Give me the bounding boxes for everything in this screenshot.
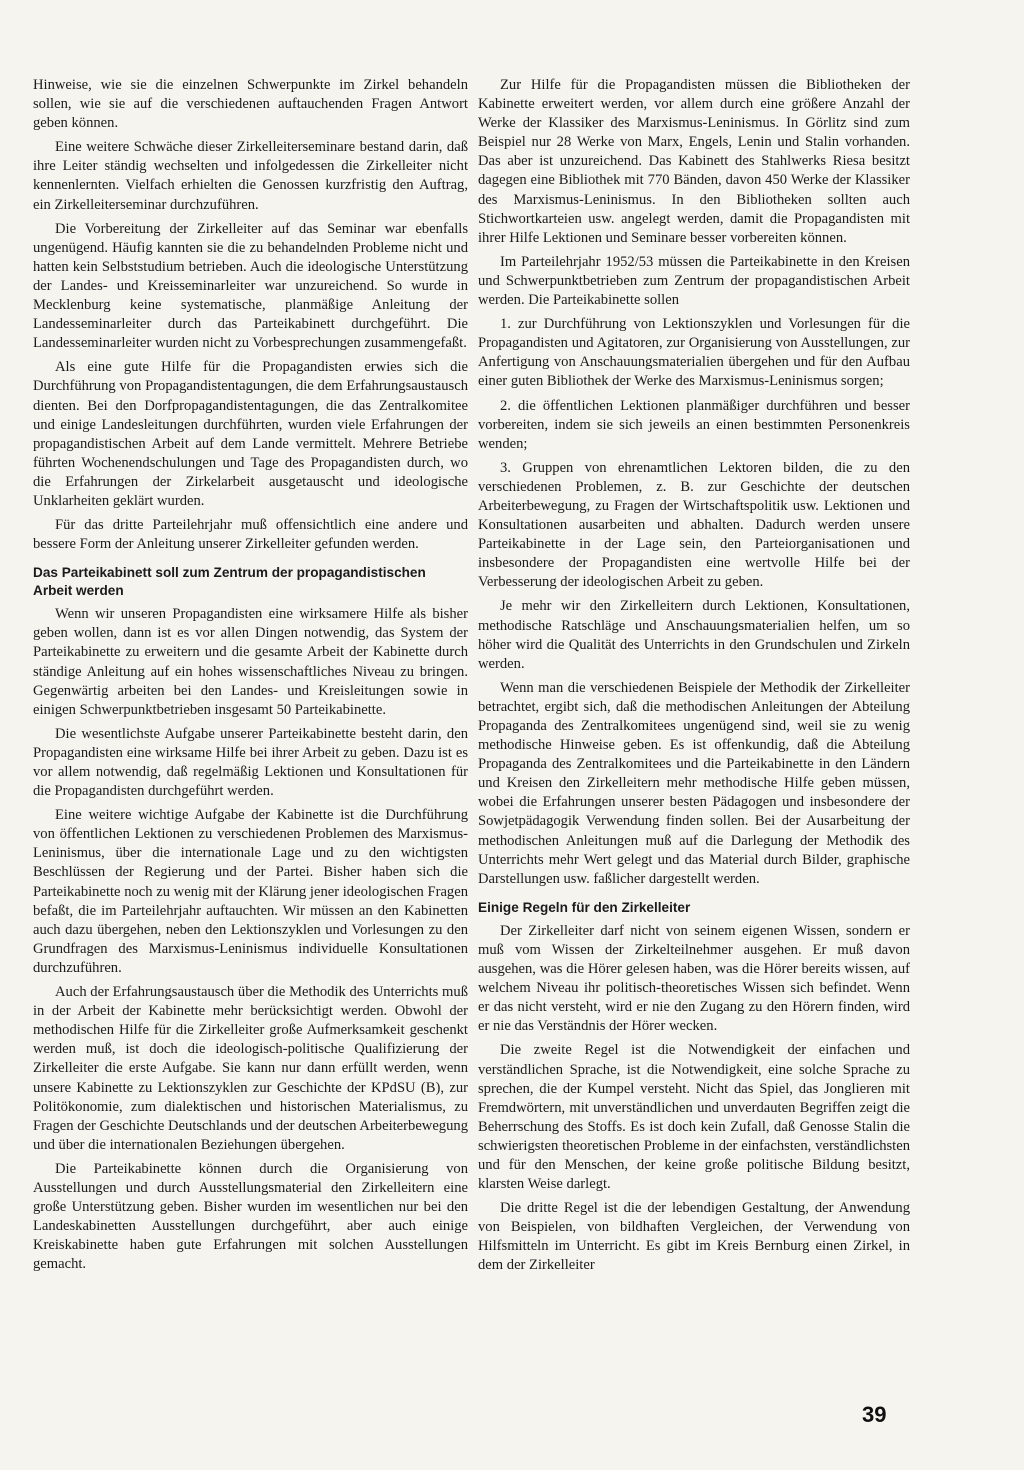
paragraph: Je mehr wir den Zirkelleitern durch Lektionen, Konsultationen, methodische Ratschläge und Anschauungsmaterialien helfen, um so höher wird die Qualität des Unterrichts in den Grundschulen und Zirkeln werden. — [478, 598, 910, 672]
paragraph: Die wesentlichste Aufgabe unserer Parteikabinette besteht darin, den Propagandisten eine wirksame Hilfe bei ihrer Arbeit zu geben. Dazu ist es vor allem notwendig, daß regelmäßig Lektionen und Konsultationen für die Propagandisten durchgeführt werden. — [33, 725, 468, 800]
right-column — [478, 76, 910, 1281]
paragraph: Im Parteilehrjahr 1952/53 müssen die Parteikabinette in den Kreisen und Schwerpunktbetrieben zum Zentrum der propagandistischen Arbeit werden. Die Parteikabinette sollen — [478, 253, 910, 309]
paragraph: Die dritte Regel ist die der lebendigen Gestaltung, der Anwendung von Beispielen, von bildhaften Vergleichen, der Verwendung von Hilfsmitteln im Unterricht. Es gibt im Kreis Bernburg einen Zirkel, in dem der Zirkelleiter — [478, 1200, 910, 1274]
paragraph: Die Parteikabinette können durch die Organisierung von Ausstellungen und durch Ausstellungsmaterial den Zirkelleitern eine große Unterstützung geben. Bisher wurden im wesentlichen nur bei den Landeskabinetten Ausstellungen durchgeführt, aber auch einige Kreiskabinette haben gute Erfahrungen mit solchen Ausstellungen gemacht. — [33, 1160, 468, 1273]
paragraph: Eine weitere wichtige Aufgabe der Kabinette ist die Durchführung von öffentlichen Lektionen zu verschiedenen Problemen des Marxismus-Leninismus, über die internationale Lage und zu den wichtigsten Beschlüssen der Regierung und der Partei. Bisher haben sich die Parteikabinette noch zu wenig mit der Klärung jener ideologischen Fragen befaßt, die im Parteilehrjahr auftauchten. Wir müssen an den Kabinetten auch dazu übergehen, neben den Lektionszyklen und Vorlesungen zu den Grundfragen des Marxismus-Leninismus individuelle Konsultationen durchzuführen. — [33, 807, 468, 976]
paragraph: Der Zirkelleiter darf nicht von seinem eigenen Wissen, sondern er muß vom Wissen der Zirkelteilnehmer ausgehen. Er muß davon ausgehen, was die Hörer gelesen haben, was die Hörer bereits wissen, auf welchem Niveau ihr politisch-theoretisches Wissen sich befindet. Wenn er das nicht versteht, wird er nie den Zugang zu den Hörern finden, wird er nie das Verständnis der Hörer wecken. — [478, 922, 910, 1035]
section-heading: Das Parteikabinett soll zum Zentrum der propagandistischen Arbeit werden — [33, 565, 426, 599]
paragraph: Als eine gute Hilfe für die Propagandisten erwies sich die Durchführung von Propagandistentagungen, die dem Erfahrungsaustausch dienten. Bei den Dorfpropagandistentagungen, die das Zentralkomitee und einige Landesleitungen durchführten, wurden viele Erfahrungen der propagandistischen Arbeit auf dem Lande vermittelt. Mehrere Betriebe führten Wochenendschulungen und Tage des Propagandisten durch, wo die Erfahrungen der Zirkelarbeit ausgetauscht und ideologische Unklarheiten geklärt wurden. — [33, 359, 468, 509]
paragraph: Hinweise, wie sie die einzelnen Schwerpunkte im Zirkel behandeln sollen, wie sie auf die verschiedenen auftauchenden Fragen Antwort geben können. — [33, 77, 468, 132]
list-item: 1. zur Durchführung von Lektionszyklen und Vorlesungen für die Propagandisten und Agitatoren, zur Organisierung von Ausstellungen, zur Anfertigung von Anschauungsmaterialien übergehen und für den Aufbau einer guten Bibliothek der Werke des Marxismus-Leninismus sorgen; — [478, 316, 910, 390]
paragraph: Eine weitere Schwäche dieser Zirkelleiterseminare bestand darin, daß ihre Leiter ständig wechselten und infolgedessen die Zirkelleiter nicht kennenlernten. Vielfach erhielten die Genossen kurzfristig den Auftrag, ein Zirkelleiterseminar durchzuführen. — [33, 139, 468, 213]
paragraph: Auch der Erfahrungsaustausch über die Methodik des Unterrichts muß in der Arbeit der Kabinette mehr berücksichtigt werden. Obwohl der methodischen Hilfe für die Zirkelleiter große Aufmerksamkeit geschenkt werden muß, ist doch die ideologisch-politische Qualifizierung der Zirkelleiter die erste Aufgabe. Sie kann nur dann erfüllt werden, wenn unsere Kabinette zu Lektionszyklen zur Geschichte der KPdSU (B), zur Politökonomie, zum dialektischen und historischen Materialismus, zu Fragen der Geschichte Deutschlands und der deutschen Arbeiterbewegung und über die internationalen Beziehungen übergehen. — [33, 984, 468, 1153]
left-column — [33, 76, 468, 1279]
paragraph: Wenn wir unseren Propagandisten eine wirksamere Hilfe als bisher geben wollen, dann ist es vor allen Dingen notwendig, das System der Parteikabinette zu erweitern und die gesamte Arbeit der Kabinette durch ständige Anleitung auf ein hohes wissenschaftliches Niveau zu bringen. Gegenwärtig arbeiten bei den Landes- und Kreisleitungen sowie in einigen Schwerpunktbetrieben insgesamt 50 Parteikabinette. — [33, 606, 468, 718]
page-number: 39 — [862, 1402, 887, 1427]
paragraph: Die zweite Regel ist die Notwendigkeit der einfachen und verständlichen Sprache, ist die Notwendigkeit, eine solche Sprache zu sprechen, die der Kumpel versteht. Nicht das Spiel, das Jonglieren mit Fremdwörtern, mit unverständlichen und unverdauten Begriffen zeigt die Beherrschung des Stoffs. Es ist doch kein Zufall, daß Genosse Stalin die schwierigsten theoretischen Probleme in der einfachsten, verständlichsten und für den Menschen, der keine große politische Bildung besitzt, klarsten Weise darlegt. — [478, 1042, 910, 1193]
list-item: 3. Gruppen von ehrenamtlichen Lektoren bilden, die zu den verschiedenen Problemen, z. B. zur Geschichte der deutschen Arbeiterbewegung, zu Fragen der Wirtschaftspolitik usw. Lektionen und Konsultationen ausarbeiten und abhalten. Dadurch werden unsere Parteikabinette in der Lage sein, den Parteiorganisationen und insbesondere der Propagandisten eine wertvolle Hilfe bei der Verbesserung der ideologischen Arbeit zu geben. — [478, 459, 910, 591]
paragraph: Für das dritte Parteilehrjahr muß offensichtlich eine andere und bessere Form der Anleitung unserer Zirkelleiter gefunden werden. — [33, 517, 468, 553]
paragraph: Zur Hilfe für die Propagandisten müssen die Bibliotheken der Kabinette erweitert werden, vor allem durch eine größere Anzahl der Werke der Klassiker des Marxismus-Leninismus. In Görlitz sind zum Beispiel nur 28 Werke von Marx, Engels, Lenin und Stalin vorhanden. Das aber ist unzureichend. Das Kabinett des Stahlwerks Riesa besitzt dagegen eine Bibliothek mit 770 Bänden, davon 450 Werke der Klassiker des Marxismus-Leninismus. In den Bibliotheken sollten auch Stichwortkarteien usw. angelegt werden, damit die Propagandisten mit ihrer Hilfe Lektionen und Seminare besser vorbereiten können. — [478, 77, 910, 246]
list-item: 2. die öffentlichen Lektionen planmäßiger durchführen und besser vorbereiten, indem sie sich jeweils an einen bestimmten Personenkreis wenden; — [478, 397, 910, 452]
section-heading: Einige Regeln für den Zirkelleiter — [478, 899, 691, 915]
paragraph: Wenn man die verschiedenen Beispiele der Methodik der Zirkelleiter betrachtet, ergibt sich, daß die methodischen Anleitungen der Abteilung Propaganda des Zentralkomitees ungenügend sind, weil sie zu wenig methodische Hinweise geben. Es ist offenkundig, daß die Abteilung Propaganda des Zentralkomitees und die Parteikabinette in den Ländern und Kreisen den Zirkelleitern mehr methodische Hilfe geben müssen, wobei die Erfahrungen unserer besten Pädagogen und insbesondere der Sowjetpädagogik Verwendung finden sollen. Bei der Ausarbeitung der methodischen Anleitungen muß auf die Darlegung der Methodik des Unterrichts mehr Wert gelegt und das Material durch Bilder, graphische Darstellungen usw. faßlicher dargestellt werden. — [478, 679, 910, 887]
paragraph: Die Vorbereitung der Zirkelleiter auf das Seminar war ebenfalls ungenügend. Häufig kannten sie die zu behandelnden Probleme nicht und hatten kein Selbststudium betrieben. Auch die ideologische Unterstützung der Landes- und Kreisseminarleiter war unzureichend. So wurde in Mecklenburg keine systematische, planmäßige Anleitung der Landesseminarleiter durch das Parteikabinett durchgeführt. Die Landesseminarleiter wurden nicht zu Vorbesprechungen zusammengefaßt. — [33, 220, 468, 352]
